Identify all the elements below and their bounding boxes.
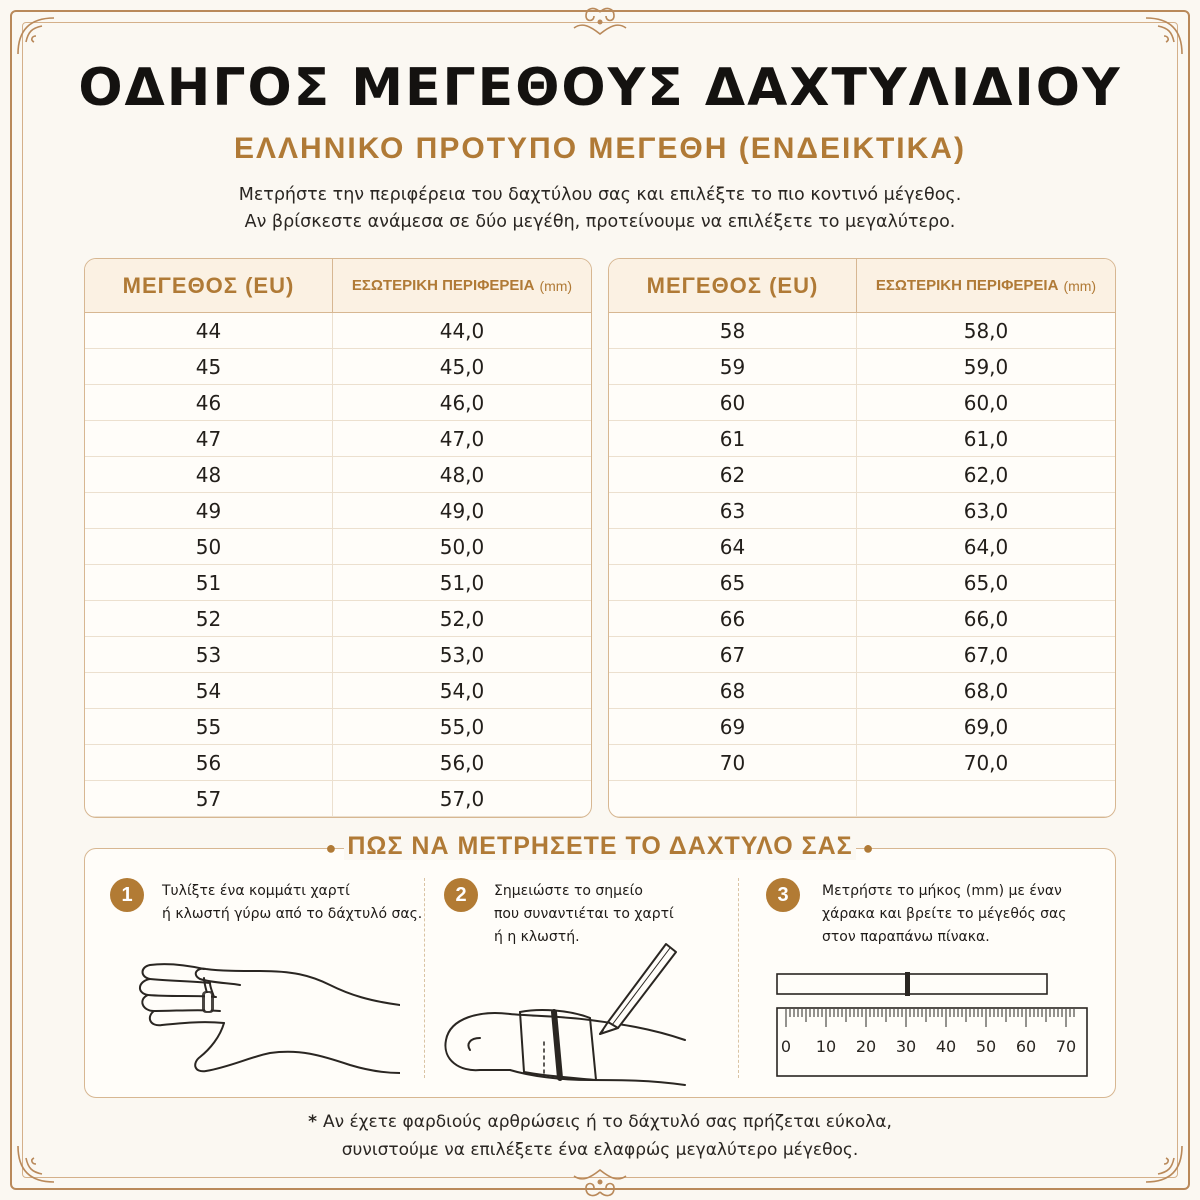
table-row (609, 421, 1115, 457)
circumference-cell: 69,0 (963, 714, 1009, 739)
circumference-cell: 67,0 (963, 642, 1009, 667)
header-circumference-label: ΕΣΩΤΕΡΙΚΗ ΠΕΡΙΦΕΡΕΙΑ (351, 277, 535, 294)
size-cell: 60 (609, 385, 857, 421)
table-row (85, 565, 591, 601)
size-table-right (608, 258, 1116, 818)
circumference-cell: 64,0 (963, 534, 1009, 559)
table-body (85, 313, 591, 817)
step-line: ή η κλωστή. (494, 929, 580, 945)
ruler-label: 60 (1015, 1037, 1037, 1056)
circumference-cell: 60,0 (963, 390, 1009, 415)
table-row (609, 529, 1115, 565)
table-row (85, 457, 591, 493)
size-cell: 55 (85, 709, 333, 745)
size-cell: 45 (85, 349, 333, 385)
circumference-cell: 66,0 (963, 606, 1009, 631)
circumference-cell: 46,0 (439, 390, 485, 415)
circumference-cell: 58,0 (963, 318, 1009, 343)
circumference-cell: 50,0 (439, 534, 485, 559)
table-row (609, 673, 1115, 709)
bottom-ornament-icon (560, 1160, 640, 1200)
footnote-text: Αν έχετε φαρδιούς αρθρώσεις ή το δάχτυλό σας πρήζεται εύκολα, (322, 1112, 892, 1132)
size-cell: 56 (85, 745, 333, 781)
size-cell: 66 (609, 601, 857, 637)
bullet-dot-icon: ● (325, 838, 338, 858)
howto-heading (0, 832, 1200, 861)
ruler-label: 30 (895, 1037, 917, 1056)
header-size: ΜΕΓΕΘΟΣ (EU) (609, 259, 857, 312)
step-line: που συναντιέται το χαρτί (494, 906, 674, 922)
table-row (609, 637, 1115, 673)
table-row (85, 385, 591, 421)
intro-line: Μετρήστε την περιφέρεια του δαχτύλου σας και επιλέξτε το πιο κοντινό μέγεθος. (238, 185, 962, 205)
table-row (85, 313, 591, 349)
bullet-dot-icon: ● (862, 838, 875, 858)
footnote-line (0, 1108, 1200, 1136)
step-number: 2 (444, 878, 478, 912)
step-divider (424, 878, 425, 1078)
footnote-line: συνιστούμε να επιλέξετε ένα ελαφρώς μεγαλύτερο μέγεθος. (341, 1140, 859, 1160)
header-unit: (mm) (539, 277, 573, 294)
circumference-cell: 59,0 (963, 354, 1009, 379)
size-cell: 46 (85, 385, 333, 421)
ruler-label: 50 (975, 1037, 997, 1056)
step-number: 1 (110, 878, 144, 912)
size-cell: 68 (609, 673, 857, 709)
table-row (85, 637, 591, 673)
header-unit: (mm) (1063, 277, 1097, 294)
ruler-label: 20 (855, 1037, 877, 1056)
table-row (85, 349, 591, 385)
table-row (609, 349, 1115, 385)
page-subtitle: ΕΛΛΗΝΙΚΟ ΠΡΟΤΥΠΟ ΜΕΓΕΘΗ (ΕΝΔΕΙΚΤΙΚΑ) (234, 132, 966, 165)
finger-pencil-illustration-icon (440, 930, 690, 1090)
table-row (85, 601, 591, 637)
size-cell: 57 (85, 781, 333, 817)
table-row (609, 745, 1115, 781)
circumference-cell: 53,0 (439, 642, 485, 667)
step-line: Σημειώστε το σημείο (494, 883, 643, 899)
circumference-cell: 51,0 (439, 570, 485, 595)
intro-text (0, 182, 1200, 236)
circumference-cell: 49,0 (439, 498, 485, 523)
table-row (609, 565, 1115, 601)
circumference-cell: 56,0 (439, 750, 485, 775)
circumference-cell: 45,0 (439, 354, 485, 379)
paper-strip (777, 974, 1047, 994)
circumference-cell: 65,0 (963, 570, 1009, 595)
table-row (609, 313, 1115, 349)
ruler-label: 40 (935, 1037, 957, 1056)
top-ornament-icon (560, 4, 640, 44)
step-number: 3 (766, 878, 800, 912)
footnote (0, 1108, 1200, 1164)
size-cell (609, 781, 857, 817)
size-cell: 50 (85, 529, 333, 565)
circumference-cell: 63,0 (963, 498, 1009, 523)
size-cell: 63 (609, 493, 857, 529)
header-circumference (857, 259, 1115, 312)
size-cell: 47 (85, 421, 333, 457)
hand-illustration-icon (120, 945, 400, 1085)
header-circumference (333, 259, 591, 312)
size-cell: 48 (85, 457, 333, 493)
table-row (609, 457, 1115, 493)
size-table-left (84, 258, 592, 818)
table-row (85, 529, 591, 565)
table-row (85, 781, 591, 817)
howto-heading-text: ΠΩΣ ΝΑ ΜΕΤΡΗΣΕΤΕ ΤΟ ΔΑΧΤΥΛΟ ΣΑΣ (347, 832, 853, 860)
table-row (609, 781, 1115, 817)
size-cell: 49 (85, 493, 333, 529)
ruler-label: 70 (1055, 1037, 1077, 1056)
size-cell: 65 (609, 565, 857, 601)
size-cell: 59 (609, 349, 857, 385)
step-line: στον παραπάνω πίνακα. (822, 929, 990, 945)
table-row (85, 709, 591, 745)
table-header (609, 259, 1115, 313)
circumference-cell: 47,0 (439, 426, 485, 451)
table-row (85, 421, 591, 457)
step-text (162, 880, 422, 926)
table-row (609, 601, 1115, 637)
circumference-cell: 68,0 (963, 678, 1009, 703)
step-line: ή κλωστή γύρω από το δάχτυλό σας. (162, 906, 423, 922)
size-cell: 52 (85, 601, 333, 637)
circumference-cell: 52,0 (439, 606, 485, 631)
circumference-cell: 48,0 (439, 462, 485, 487)
table-row (609, 493, 1115, 529)
circumference-cell (857, 781, 1115, 817)
size-cell: 54 (85, 673, 333, 709)
size-cell: 53 (85, 637, 333, 673)
table-row (85, 745, 591, 781)
circumference-cell: 70,0 (963, 750, 1009, 775)
size-cell: 62 (609, 457, 857, 493)
intro-line: Αν βρίσκεστε ανάμεσα σε δύο μεγέθη, προτείνουμε να επιλέξετε το μεγαλύτερο. (244, 212, 956, 232)
header-size: ΜΕΓΕΘΟΣ (EU) (85, 259, 333, 312)
size-cell: 69 (609, 709, 857, 745)
size-cell: 67 (609, 637, 857, 673)
table-row (609, 709, 1115, 745)
circumference-cell: 62,0 (963, 462, 1009, 487)
circumference-cell: 54,0 (439, 678, 485, 703)
strip-mark (905, 972, 910, 996)
circumference-cell: 44,0 (439, 318, 485, 343)
step-text (822, 880, 1067, 949)
step-line: Τυλίξτε ένα κομμάτι χαρτί (162, 883, 350, 899)
table-body (609, 313, 1115, 817)
ruler-illustration-icon (776, 970, 1088, 1080)
circumference-cell: 57,0 (439, 786, 485, 811)
step-line: Μετρήστε το μήκος (mm) με έναν (822, 883, 1062, 899)
table-header (85, 259, 591, 313)
header-circumference-label: ΕΣΩΤΕΡΙΚΗ ΠΕΡΙΦΕΡΕΙΑ (875, 277, 1059, 294)
table-row (85, 673, 591, 709)
circumference-cell: 61,0 (963, 426, 1009, 451)
ruler-label: 0 (780, 1037, 792, 1056)
ruler-label: 10 (815, 1037, 837, 1056)
size-cell: 44 (85, 313, 333, 349)
step-line: χάρακα και βρείτε το μέγεθός σας (822, 906, 1067, 922)
size-cell: 51 (85, 565, 333, 601)
asterisk: * (308, 1112, 317, 1132)
size-cell: 64 (609, 529, 857, 565)
size-cell: 58 (609, 313, 857, 349)
step-divider (738, 878, 739, 1078)
table-row (609, 385, 1115, 421)
page-title: ΟΔΗΓΟΣ ΜΕΓΕΘΟΥΣ ΔΑΧΤΥΛΙΔΙΟΥ (78, 58, 1122, 118)
size-cell: 70 (609, 745, 857, 781)
table-row (85, 493, 591, 529)
size-cell: 61 (609, 421, 857, 457)
circumference-cell: 55,0 (439, 714, 485, 739)
